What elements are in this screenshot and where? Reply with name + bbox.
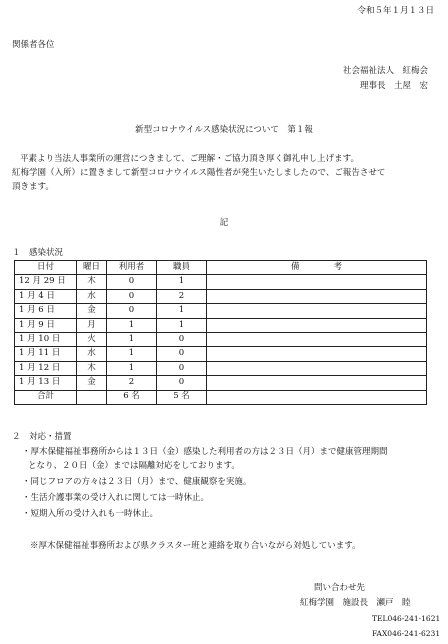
total-label: 合計 [15,390,77,404]
row-weekday: 木 [77,275,107,289]
measure-item-1: ・厚木保健福祉事務所からは１３日（金）感染した利用者の方は２３日（月）まで健康管理期間 [22,447,388,457]
row-users: 1 [107,318,157,332]
row-users: 0 [107,289,157,303]
row-weekday: 月 [77,318,107,332]
row-staff: 1 [157,304,207,318]
row-date: 1 月 11 日 [15,347,77,361]
row-staff: 0 [157,361,207,375]
representative-name: 理事長 土屋 宏 [359,81,428,91]
measure-item-3: ・生活介護事業の受け入れに関しては一時休止。 [22,493,210,503]
row-weekday: 火 [77,332,107,346]
table-total-row [15,390,427,404]
row-users: 1 [107,361,157,375]
row-users: 1 [107,332,157,346]
recipient: 関係者各位 [12,40,55,50]
table-row [15,275,427,289]
table-row [15,347,427,361]
row-weekday: 水 [77,347,107,361]
row-date: 1 月 13 日 [15,376,77,390]
contact-person: 紅梅学園 施設長 瀬戸 睦 [300,598,411,608]
row-date: 1 月 4 日 [15,289,77,303]
total-weekday [77,390,107,404]
row-weekday: 金 [77,304,107,318]
table-row [15,376,427,390]
header-date: 日付 [15,261,77,275]
header-users: 利用者 [107,261,157,275]
row-staff: 0 [157,332,207,346]
body-paragraph-line-2: 紅梅学園（入所）に置きまして新型コロナウイルス陽性者が発生いたしましたので、ご報告させて [12,168,386,178]
row-staff: 1 [157,275,207,289]
row-users: 0 [107,275,157,289]
row-weekday: 金 [77,376,107,390]
row-remarks [207,289,427,303]
row-date: 1 月 12 日 [15,361,77,375]
section-2-title: ２ 対応・措置 [12,432,72,442]
organization-name: 社会福祉法人 紅梅会 [342,66,428,76]
row-date: 1 月 9 日 [15,318,77,332]
section-1-title: １ 感染状況 [12,248,64,258]
issue-date: 令和５年１月１３日 [357,6,434,16]
row-remarks [207,318,427,332]
table-row [15,318,427,332]
total-staff: 5 名 [157,390,207,404]
contact-tel: TEL046-241-1621 [372,614,441,623]
table-row [15,332,427,346]
row-remarks [207,361,427,375]
coordination-note: ※厚木保健福祉事務所および県クラスター班と連絡を取り合いながら対処しています。 [30,541,361,551]
contact-fax: FAX046-241-6231 [372,629,441,638]
row-staff: 0 [157,376,207,390]
total-users: 6 名 [107,390,157,404]
table-header-row [15,261,427,275]
header-remarks: 備 考 [207,261,427,275]
row-weekday: 木 [77,361,107,375]
measure-item-2: ・同じフロアの方々は２３日（月）まで、健康観察を実施。 [22,477,252,487]
row-date: 1 月 6 日 [15,304,77,318]
header-weekday: 曜日 [77,261,107,275]
header-staff: 職員 [157,261,207,275]
table-row [15,304,427,318]
total-remarks [207,390,427,404]
row-remarks [207,304,427,318]
table-row [15,361,427,375]
row-staff: 2 [157,289,207,303]
row-staff: 0 [157,347,207,361]
row-remarks [207,347,427,361]
row-users: 2 [107,376,157,390]
table-row [15,289,427,303]
document-title: 新型コロナウイルス感染状況について 第１報 [135,125,313,135]
row-remarks [207,275,427,289]
infection-status-table [14,260,427,405]
row-date: 1 月 10 日 [15,332,77,346]
row-users: 0 [107,304,157,318]
contact-label: 問い合わせ先 [314,583,366,593]
measure-item-4: ・短期入所の受け入れも一時休止。 [22,509,159,519]
ki-heading: 記 [219,218,229,228]
row-users: 1 [107,347,157,361]
body-paragraph-line-1: 平素より当法人事業所の運営につきまして、ご理解・ご協力頂き厚く御礼申し上げます。 [20,154,359,164]
row-weekday: 水 [77,289,107,303]
measure-item-1-continued: となり、２０日（金）までは隔離対応をしております。 [28,461,240,471]
row-staff: 1 [157,318,207,332]
row-remarks [207,332,427,346]
row-remarks [207,376,427,390]
row-date: 12 月 29 日 [15,275,77,289]
body-paragraph-line-3: 頂きます。 [12,182,54,192]
